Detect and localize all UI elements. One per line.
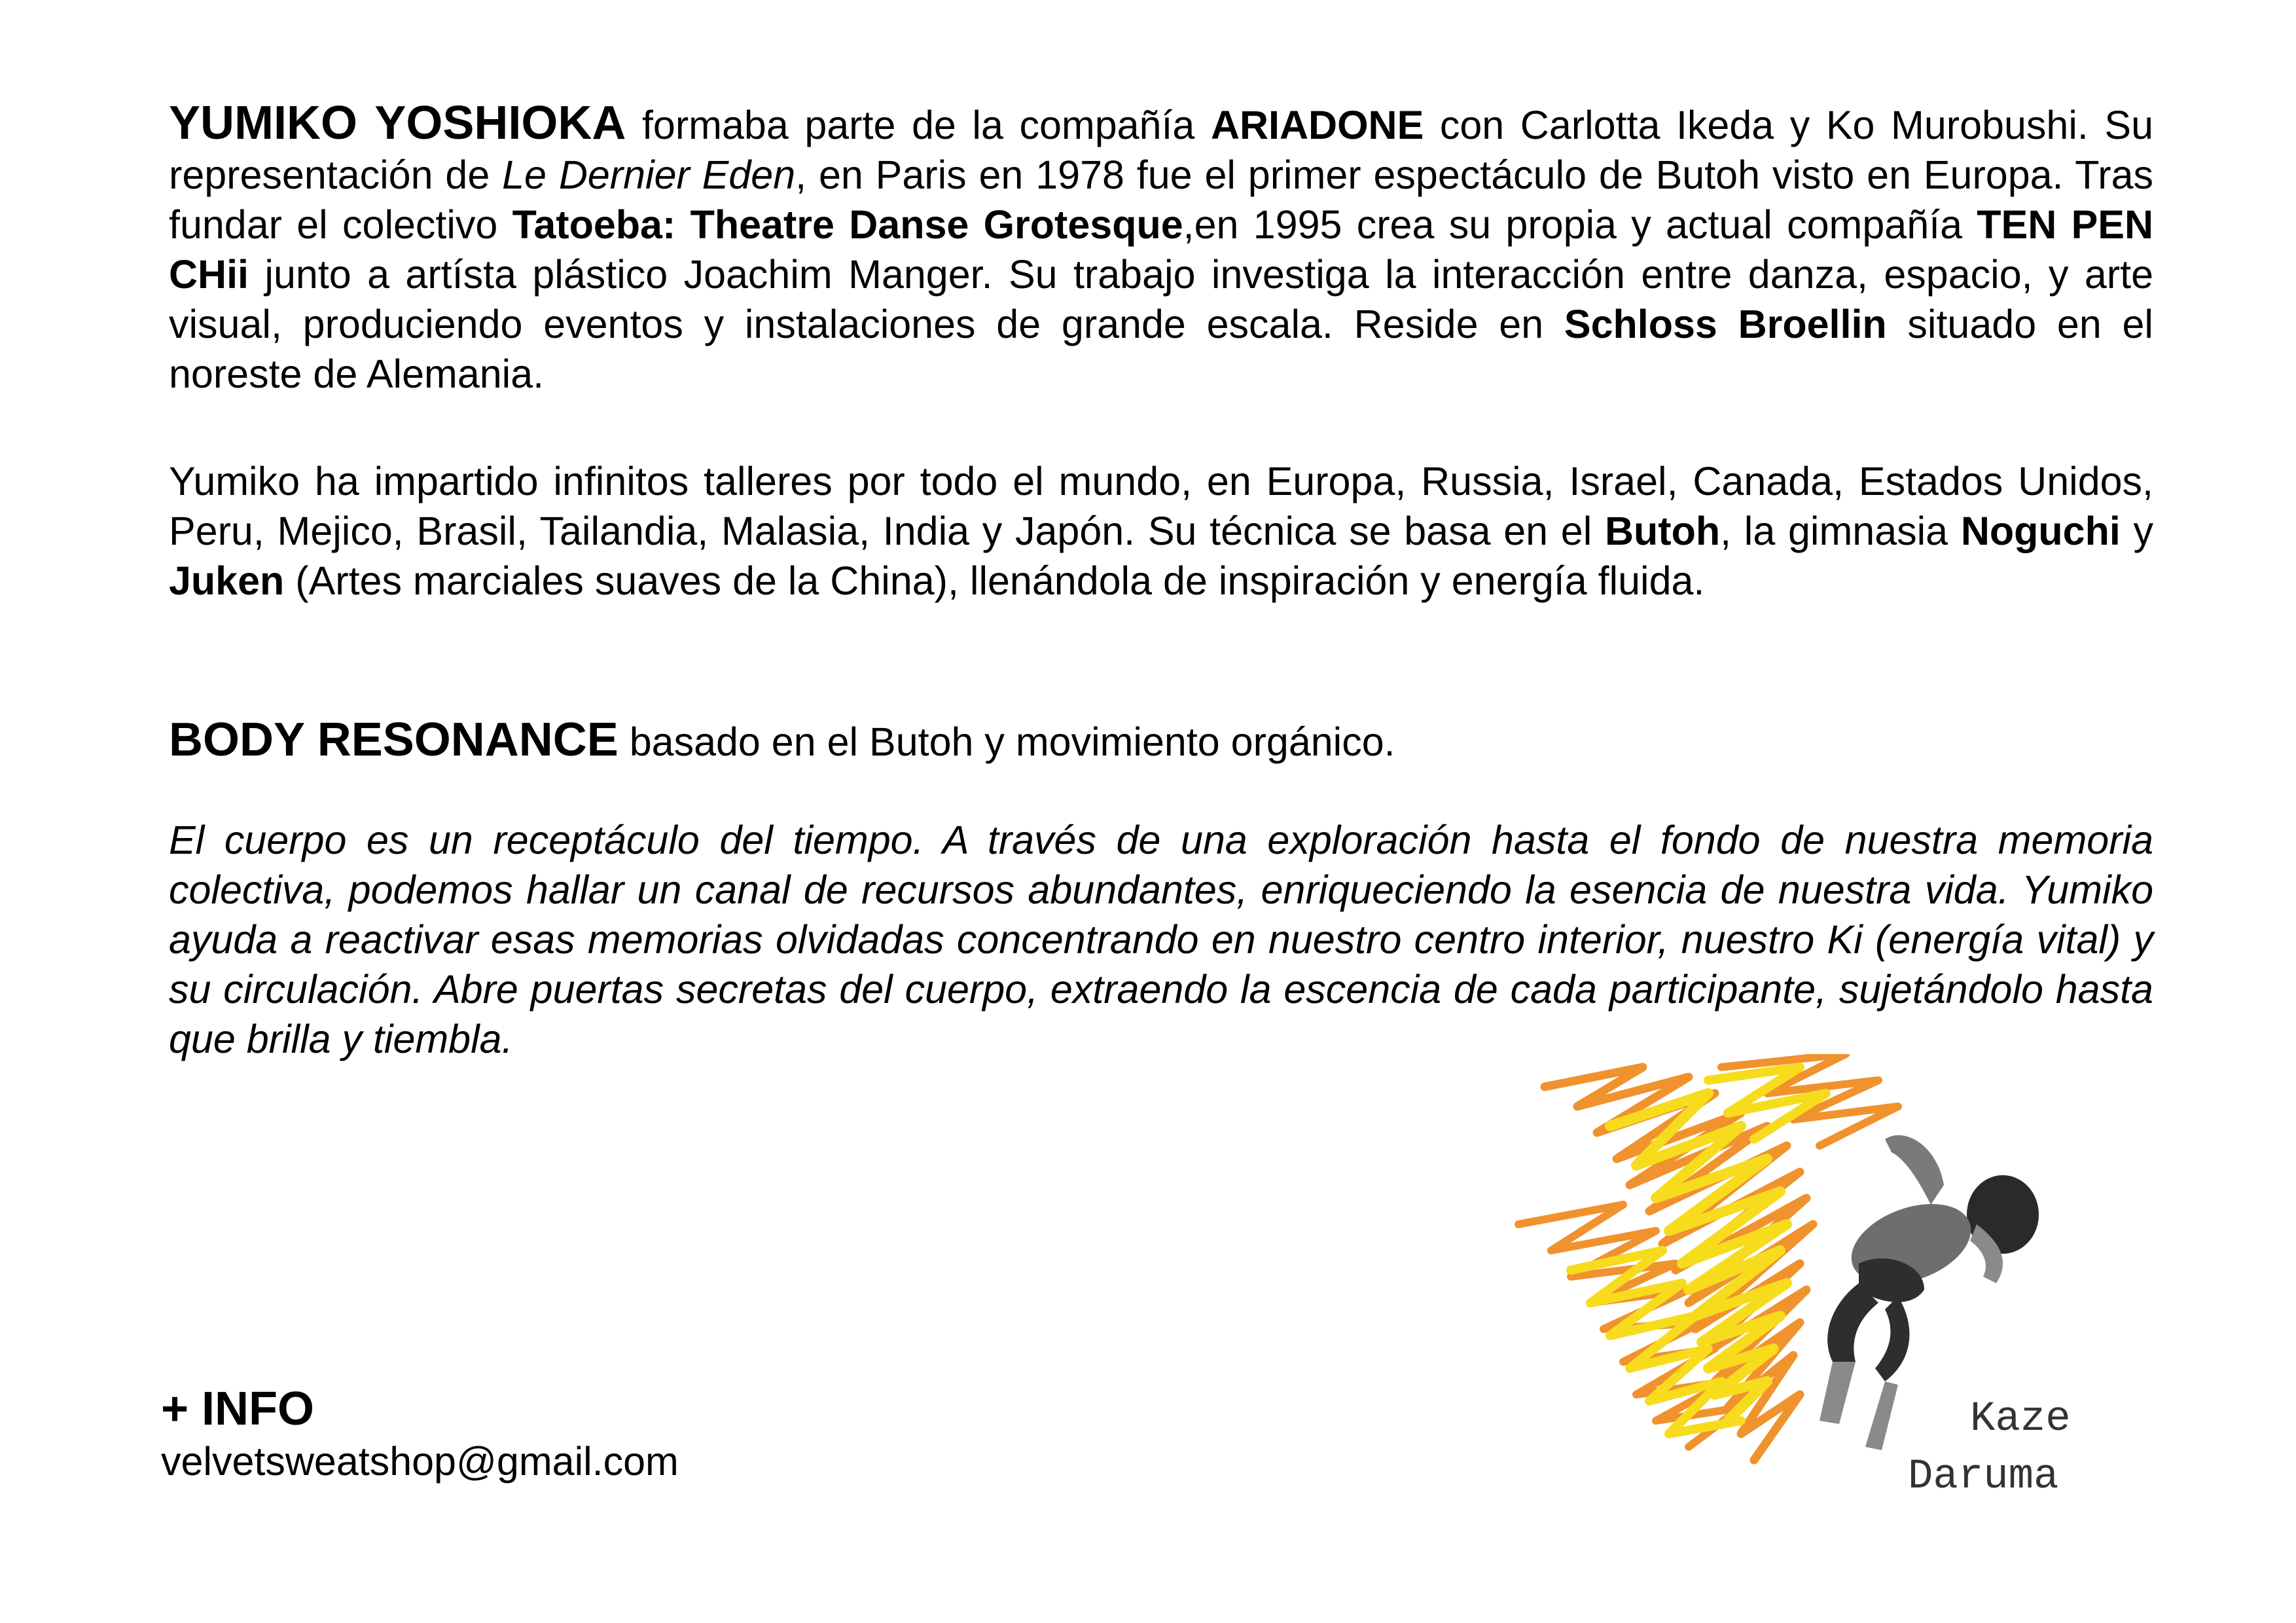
workshop-subtitle: basado en el Butoh y movimiento orgánico. [618,720,1395,764]
technique-noguchi: Noguchi [1960,509,2121,553]
company-ariadone: ARIADONE [1210,103,1424,147]
technique-butoh: Butoh [1604,509,1721,553]
workshop-title: BODY RESONANCE [169,714,619,766]
workshops-paragraph [169,456,2153,606]
company-ten-pen-chii: TEN PEN CHii [169,202,2154,297]
bio-text-3: , en Paris en 1978 fue el primer espectáculo de Butoh visto en Europa. Tras fundar el colectivo [169,153,2154,247]
bio-text-2: con Carlotta Ikeda y Ko Murobushi. Su representación de [169,103,2154,197]
workshops-text-3: y [2120,509,2154,553]
bio-text-1: formaba parte de la compañía [626,103,1211,147]
contact-info [161,1381,679,1486]
artist-name: YUMIKO YOSHIOKA [169,97,626,149]
workshops-text-2: , la gimnasia [1720,509,1961,553]
logo-word-kaze: Kaze [1970,1396,2071,1443]
bio-text-4: ,en 1995 crea su propia y actual compañía [1183,202,1977,247]
logo-word-daruma: Daruma [1908,1453,2059,1501]
info-title: + INFO [161,1383,315,1435]
bio-text-5: junto a artísta plástico Joachim Manger. Su trabajo investiga la interacción entre danza, espacio, y arte visual, produciendo eventos y instalaciones de grande escala. Reside en [169,252,2153,346]
work-title: Le Dernier Eden [502,153,796,197]
workshops-text-1: Yumiko ha impartido infinitos talleres por todo el mundo, en Europa, Russia, Israel, Canada, Estados Unidos, Peru, Mejico, Brasil, Tailandia, Malasia, India y Japón. Su técnica se basa en el [169,459,2153,553]
contact-email[interactable]: velvetsweatshop@gmail.com [161,1439,679,1484]
residence-name: Schloss Broellin [1564,302,1887,346]
workshop-description: El cuerpo es un receptáculo del tiempo. A través de una exploración hasta el fondo de nuestra memoria colectiva, podemos hallar un canal de recursos abundantes, enriqueciendo la esencia de nuestra vida. Yumiko ayuda a reactivar esas memorias olvidadas concentrando en nuestro centro interior, nuestro Ki (energía vital) y su circulación. Abre puertas secretas del cuerpo, extraendo la escencia de cada participante, sujetándolo hasta que brilla y tiembla. [169,818,2153,1061]
workshops-text-4: (Artes marciales suaves de la China), llenándola de inspiración y energía fluida. [284,558,1705,603]
bio-text-6: situado en el noreste de Alemania. [169,302,2153,396]
bio-paragraph [169,98,2153,399]
technique-juken: Juken [169,558,285,603]
workshop-title-line [169,715,2153,767]
collective-name: Tatoeba: Theatre Danse Grotesque [512,202,1183,247]
